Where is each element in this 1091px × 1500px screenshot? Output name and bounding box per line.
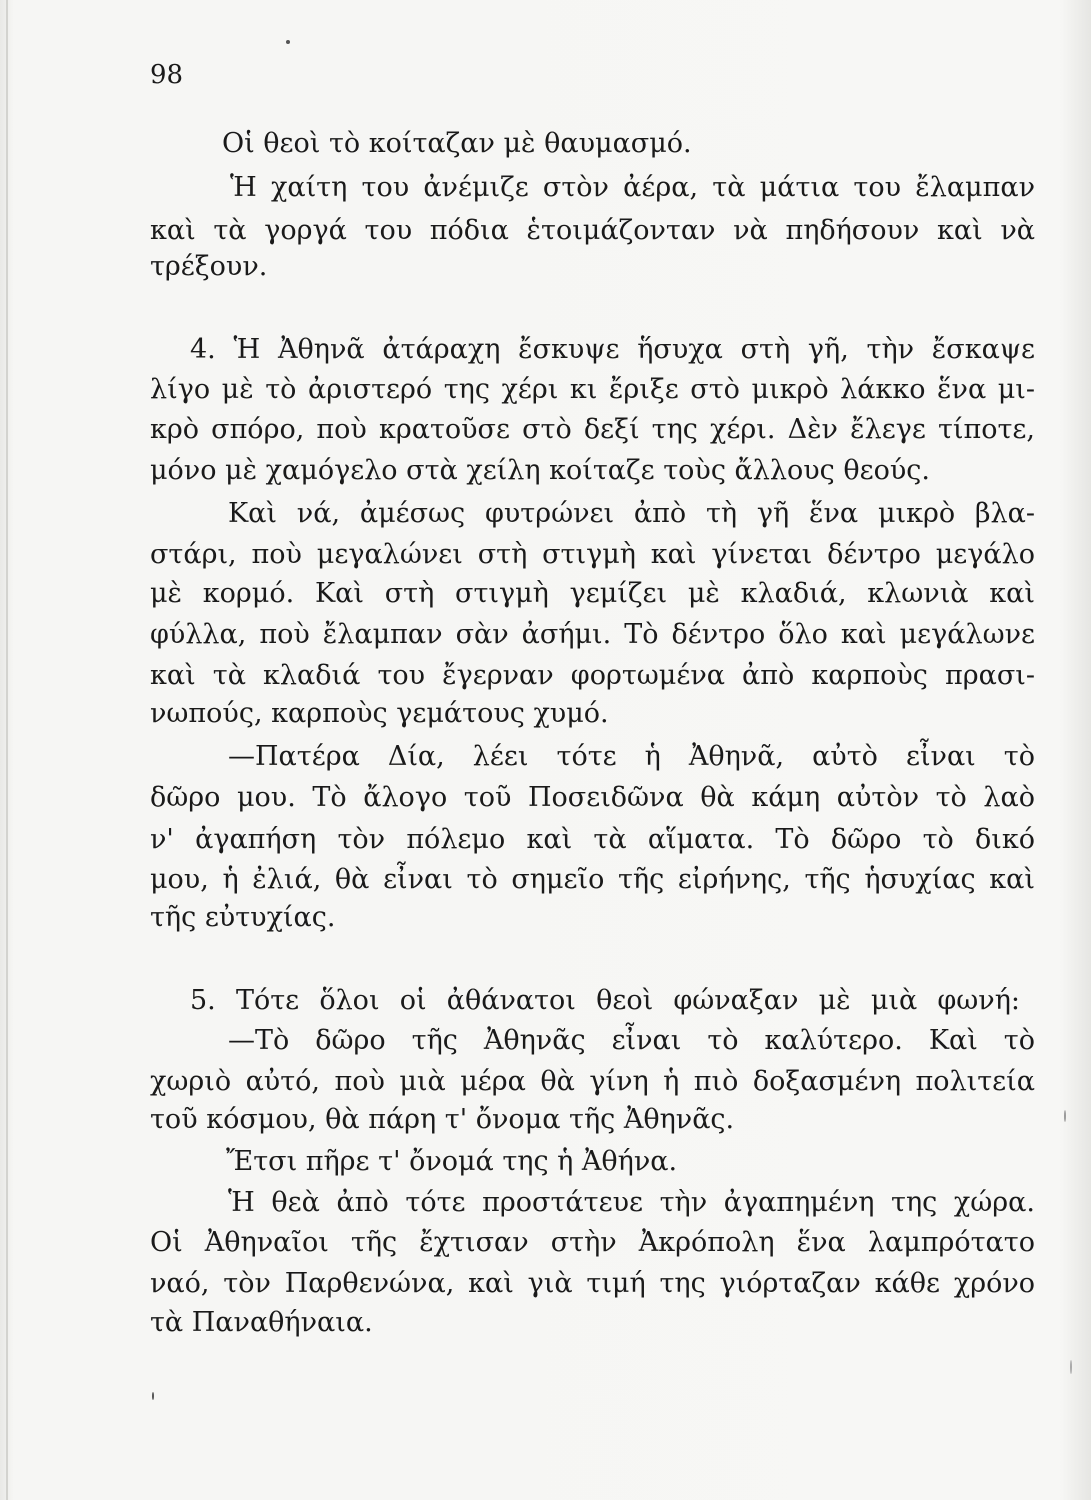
text-line: —Τὸ δῶρο τῆς Ἀθηνᾶς εἶναι τὸ καλύτερο. Καὶ τὸ <box>228 1025 1035 1056</box>
text-line: —Πατέρα Δία, λέει τότε ἡ Ἀθηνᾶ, αὐτὸ εἶναι τὸ <box>228 741 1035 772</box>
text-line: τὰ Παναθήναια. <box>150 1307 373 1338</box>
page-number: 98 <box>150 60 184 90</box>
text-line: Οἱ θεοὶ τὸ κοίταζαν μὲ θαυμασμό. <box>222 128 692 159</box>
text-line: Ἡ χαίτη του ἀνέμιζε στὸν ἀέρα, τὰ μάτια του ἔλαμπαν <box>230 172 1035 203</box>
text-line: μὲ κορμό. Καὶ στὴ στιγμὴ γεμίζει μὲ κλαδιά, κλωνιὰ καὶ <box>150 578 1035 609</box>
text-line: 4. Ἡ Ἀθηνᾶ ἀτάραχη ἔσκυψε ἥσυχα στὴ γῆ, τὴν ἔσκαψε <box>190 334 1035 365</box>
text-line: χωριὸ αὐτό, ποὺ μιὰ μέρα θὰ γίνη ἡ πιὸ δοξασμένη πολιτεία <box>150 1066 1035 1097</box>
text-line: μου, ἡ ἐλιά, θὰ εἶναι τὸ σημεῖο τῆς εἰρήνης, τῆς ἡσυχίας καὶ <box>150 864 1035 895</box>
text-line: τρέξουν. <box>150 251 268 282</box>
text-line: Ἡ θεὰ ἀπὸ τότε προστάτευε τὴν ἀγαπημένη της χώρα. <box>228 1187 1035 1218</box>
text-line: Οἱ Ἀθηναῖοι τῆς ἔχτισαν στὴν Ἀκρόπολη ἕνα λαμπρότατο <box>150 1227 1035 1258</box>
text-line: ναό, τὸν Παρθενώνα, καὶ γιὰ τιμή της γιόρταζαν κάθε χρόνο <box>150 1268 1035 1299</box>
text-line: δῶρο μου. Τὸ ἄλογο τοῦ Ποσειδῶνα θὰ κάμη αὐτὸν τὸ λαὸ <box>150 782 1035 813</box>
text-line: Ἔτσι πῆρε τ' ὄνομά της ἡ Ἀθήνα. <box>226 1146 678 1177</box>
text-line: ν' ἀγαπήση τὸν πόλεμο καὶ τὰ αἵματα. Τὸ δῶρο τὸ δικό <box>150 824 1035 855</box>
ink-speck <box>152 1392 154 1400</box>
page-edge-shadow <box>6 0 8 1500</box>
text-line: καὶ τὰ κλαδιά του ἔγερναν φορτωμένα ἀπὸ καρποὺς πρασι- <box>150 660 1035 691</box>
text-line: τῆς εὐτυχίας. <box>150 902 336 933</box>
text-line: τοῦ κόσμου, θὰ πάρη τ' ὄνομα τῆς Ἀθηνᾶς. <box>150 1104 735 1135</box>
text-line: μόνο μὲ χαμόγελο στὰ χείλη κοίταζε τοὺς ἄλλους θεούς. <box>150 455 930 486</box>
text-line: Καὶ νά, ἀμέσως φυτρώνει ἀπὸ τὴ γῆ ἕνα μικρὸ βλα- <box>228 498 1035 529</box>
text-line: καὶ τὰ γοργά του πόδια ἑτοιμάζονταν νὰ πηδήσουν καὶ νὰ <box>150 215 1035 246</box>
text-line: φύλλα, ποὺ ἔλαμπαν σὰν ἀσήμι. Τὸ δέντρο ὅλο καὶ μεγάλωνε <box>150 619 1035 650</box>
ink-speck <box>1064 1110 1066 1122</box>
text-line: νωπούς, καρποὺς γεμάτους χυμό. <box>150 698 609 729</box>
ink-speck <box>286 40 290 44</box>
text-line: στάρι, ποὺ μεγαλώνει στὴ στιγμὴ καὶ γίνεται δέντρο μεγάλο <box>150 539 1035 570</box>
text-line: λίγο μὲ τὸ ἀριστερό της χέρι κι ἔριξε στὸ μικρὸ λάκκο ἕνα μι- <box>150 374 1035 405</box>
text-line: 5. Τότε ὅλοι οἱ ἀθάνατοι θεοὶ φώναξαν μὲ μιὰ φωνή: <box>190 985 1020 1016</box>
ink-speck <box>1070 1360 1072 1374</box>
text-line: κρὸ σπόρο, ποὺ κρατοῦσε στὸ δεξί της χέρι. Δὲν ἔλεγε τίποτε, <box>150 414 1035 445</box>
